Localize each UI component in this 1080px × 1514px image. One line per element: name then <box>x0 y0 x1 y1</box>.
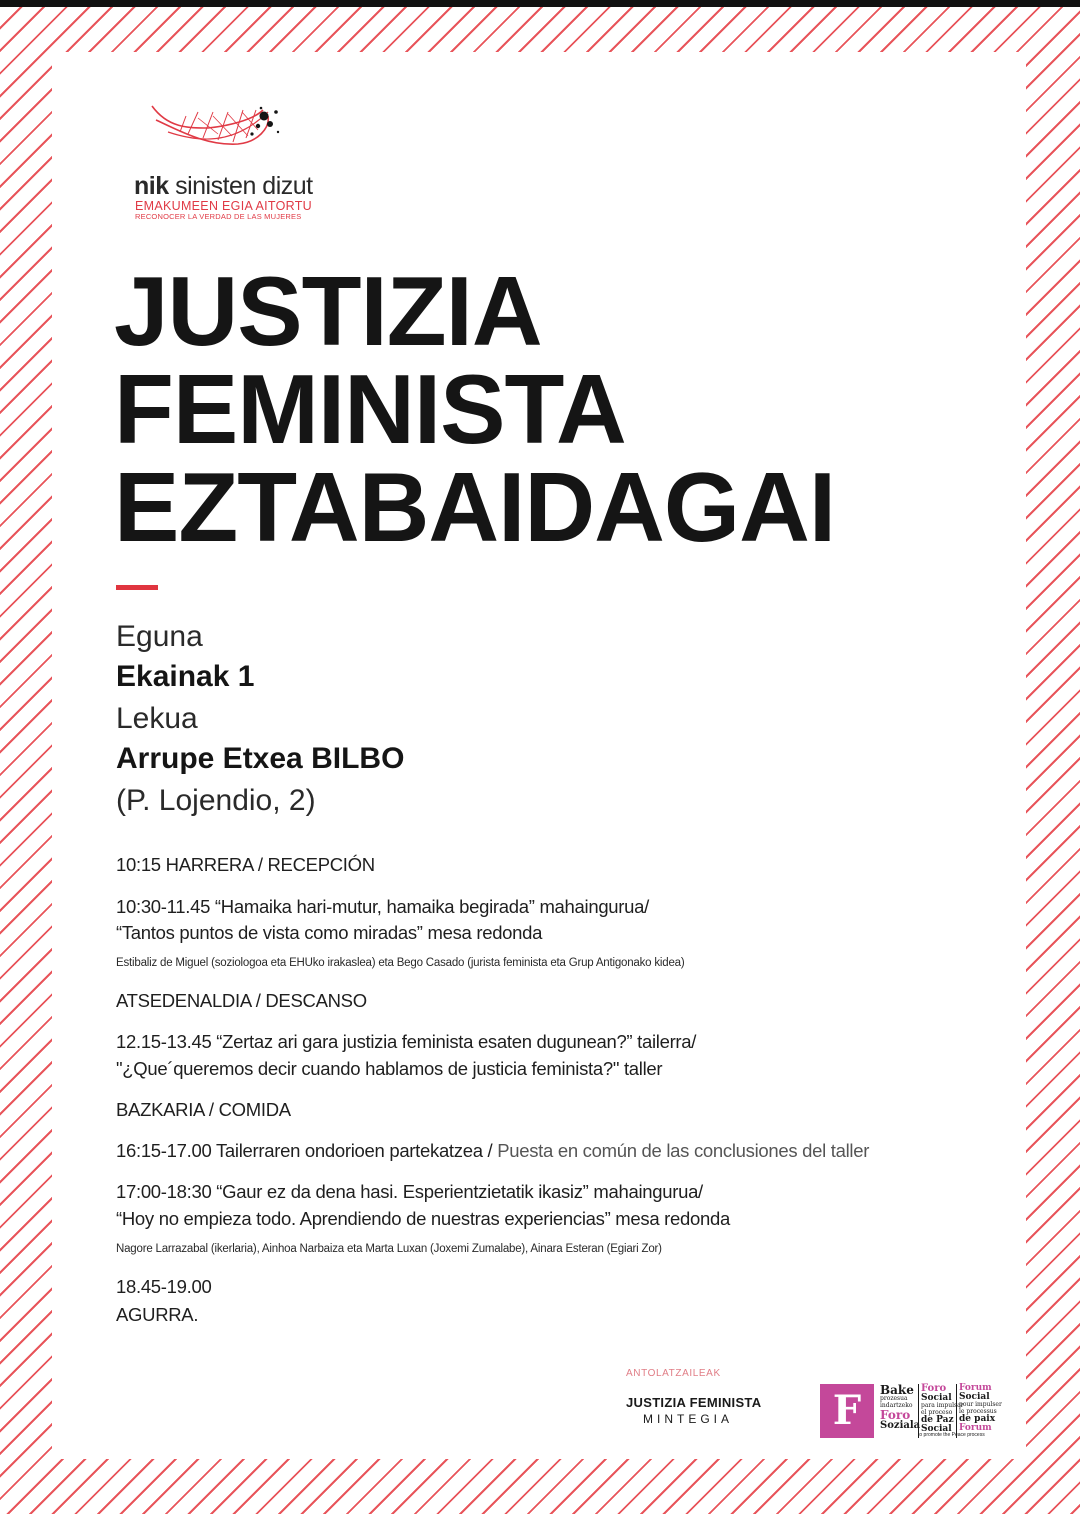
schedule-item: 12.15-13.45 “Zertaz ari gara justizia feminista esaten dugunean?” tailerra/ <box>116 1031 697 1052</box>
date-label: Eguna <box>116 620 203 653</box>
place-value: Arrupe Etxea BILBO <box>116 742 405 775</box>
brand-subtitle-eu: EMAKUMEEN EGIA AITORTU <box>135 199 313 213</box>
organizers-label: ANTOLATZAILEAK <box>626 1368 721 1379</box>
address: (P. Lojendio, 2) <box>116 784 316 817</box>
organizer-subname: MINTEGIA <box>643 1412 734 1426</box>
forum-col: Bake prozesua indartzeko Foro Soziala <box>880 1383 921 1431</box>
forum-col: Forum Social pour impulser le processus de paix Forum <box>956 1384 995 1438</box>
title-line: EZTABAIDAGAI <box>114 452 836 562</box>
schedule-item-translation: “Hoy no empieza todo. Aprendiendo de nuestras experiencias” mesa redonda <box>116 1208 730 1229</box>
schedule-item: 17:00-18:30 “Gaur ez da dena hasi. Esperientzietatik ikasiz” mahaingurua/ <box>116 1181 703 1202</box>
top-border <box>0 0 1080 7</box>
date-value: Ekainak 1 <box>116 660 255 693</box>
schedule-item: 10:30-11.45 “Hamaika hari-mutur, hamaika begirada” mahaingurua/ <box>116 896 649 917</box>
red-divider <box>116 585 158 590</box>
schedule-item: 18.45-19.00 <box>116 1276 212 1297</box>
speakers: Nagore Larrazabal (ikerlaria), Ainhoa Narbaiza eta Marta Luxan (Joxemi Zumalabe), Ainara Esteran (Egiari Zor) <box>116 1243 662 1255</box>
schedule-item: AGURRA. <box>116 1304 199 1325</box>
title-line: JUSTIZIA <box>114 256 542 366</box>
schedule-item: 16:15-17.00 Tailerraren ondorioen partekatzea / Puesta en común de las conclusiones del taller <box>116 1140 870 1161</box>
break-label: ATSEDENALDIA / DESCANSO <box>116 990 367 1011</box>
brand-subtitle-es: RECONOCER LA VERDAD DE LAS MUJERES <box>135 212 302 221</box>
page-title <box>114 256 836 562</box>
forum-col: Foro Social para impulsar el proceso de Paz Social <box>918 1384 957 1438</box>
place-label: Lekua <box>116 702 198 735</box>
forum-logo-text <box>880 1383 1002 1438</box>
forum-logo-icon: F <box>820 1384 874 1438</box>
schedule-item-translation: “Tantos puntos de vista como miradas” mesa redonda <box>116 922 543 943</box>
brand-name: nik sinisten dizut <box>134 172 313 200</box>
organizer-name: JUSTIZIA FEMINISTA <box>626 1395 762 1410</box>
title-line: FEMINISTA <box>114 354 626 464</box>
break-label: BAZKARIA / COMIDA <box>116 1099 291 1120</box>
forum-tagline: to promote the Peace process <box>918 1432 985 1438</box>
schedule-item-translation: "¿Que´queremos decir cuando hablamos de justicia feminista?" taller <box>116 1058 663 1079</box>
schedule-item: 10:15 HARRERA / RECEPCIÓN <box>116 854 375 875</box>
speakers: Estibaliz de Miguel (soziologoa eta EHUko irakaslea) eta Bego Casado (jurista feminista eta Grup Antigonako kidea) <box>116 957 685 969</box>
